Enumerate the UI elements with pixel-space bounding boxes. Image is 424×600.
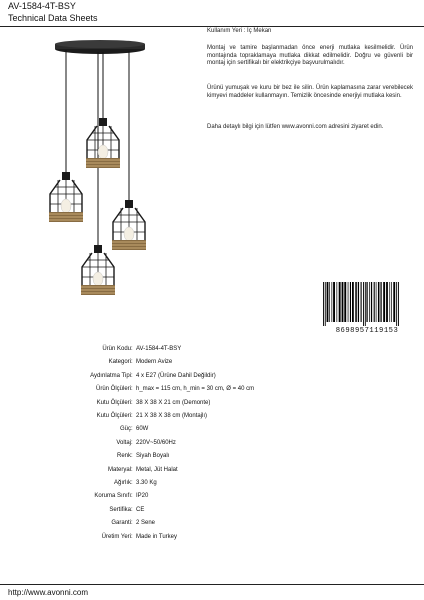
spec-label: Sertifika (109, 506, 131, 513)
spec-row (0, 438, 424, 449)
spec-row (0, 411, 424, 422)
spec-colon: : (131, 346, 133, 352)
spec-label: Üretim Yeri (101, 533, 131, 540)
spec-row (0, 398, 424, 409)
spec-row (0, 465, 424, 476)
spec-label: Renk (116, 453, 131, 460)
spec-value: 21 X 38 X 38 cm (Montajlı) (136, 413, 208, 419)
spec-label: Ürün Kodu (102, 346, 131, 352)
spec-value: Metal, Jüt Halat (136, 466, 178, 473)
spec-colon: : (131, 533, 133, 540)
spec-label: Ürün Ölçüleri (95, 386, 131, 393)
spec-value: 3.30 Kg (136, 480, 157, 486)
spec-label: Materyal (107, 466, 131, 473)
document-subtitle: Technical Data Sheets (8, 13, 98, 23)
spec-row (0, 491, 424, 502)
spec-value: Made in Turkey (136, 533, 178, 540)
bottom-divider (0, 584, 424, 585)
cleaning-text: Ürünü yumuşak ve kuru bir bez ile silin. Ürün kaplamasına zarar verebilecek kimyevi maddeler kullanmayın. Temizlik öncesinde enerjiyi mutlaka kesin. (207, 85, 413, 99)
spec-colon: : (131, 453, 133, 460)
spec-row (0, 478, 424, 489)
cleaning-paragraph (207, 85, 413, 100)
spec-value: h_max = 115 cm, h_min = 30 cm, Ø = 40 cm (136, 386, 255, 393)
spec-label: Ağırlık (113, 480, 131, 486)
spec-value: 60W (136, 426, 149, 433)
spec-row (0, 357, 424, 368)
spec-value: AV-1584-4T-BSY (136, 346, 182, 352)
spec-label: Koruma Sınıfı (94, 493, 131, 500)
footer-url: http://www.avonni.com (8, 588, 89, 597)
spec-row (0, 518, 424, 529)
spec-label: Aydınlatma Tipi (90, 372, 131, 379)
product-image (30, 40, 170, 305)
spec-row (0, 451, 424, 462)
spec-colon: : (131, 439, 133, 446)
spec-value: 4 x E27 (Ürüne Dahil Değildir) (136, 372, 216, 379)
spec-colon: : (131, 413, 133, 419)
barcode-number: 8698957119153 (335, 327, 399, 335)
spec-value: IP20 (136, 493, 149, 500)
spec-colon: : (131, 520, 133, 527)
spec-colon: : (131, 359, 133, 366)
spec-colon: : (131, 480, 133, 486)
spec-colon: : (131, 466, 133, 473)
spec-label: Güç (119, 426, 131, 433)
spec-row (0, 532, 424, 543)
more-info-text: Daha detaylı bilgi için lütfen www.avonni.com adresini ziyaret edin. (207, 124, 384, 130)
more-info-paragraph (207, 124, 413, 132)
spec-row (0, 344, 424, 355)
usage-location: Kullanım Yeri : İç Mekan (207, 28, 272, 34)
spec-colon: : (131, 399, 133, 406)
barcode-bars (322, 282, 412, 326)
spec-value: Siyah Boyalı (136, 453, 170, 460)
product-code-heading: AV-1584-4T-BSY (8, 1, 76, 11)
spec-value: 2 Sene (136, 520, 156, 527)
spec-label: Voltaj (116, 439, 131, 446)
barcode (321, 282, 413, 337)
spec-label: Kutu Ölçüleri (96, 413, 131, 419)
safety-paragraph (207, 45, 413, 68)
spec-label: Kategori (108, 359, 131, 366)
top-divider (0, 26, 424, 27)
spec-colon: : (131, 372, 133, 379)
spec-row (0, 384, 424, 395)
spec-row (0, 371, 424, 382)
spec-label: Kutu Ölçüleri (96, 399, 131, 406)
spec-value: 38 X 38 X 21 cm (Demonte) (136, 399, 211, 406)
spec-colon: : (131, 386, 133, 393)
safety-text: Montaj ve tamire başlanmadan önce enerji mutlaka kesilmelidir. Ürün montajında topraklamaya mutlaka dikkat edilmelidir. Doğru ve güvenli bir montaj için sertifikalı bir elektrikçiye başvurulmalıdır. (207, 45, 413, 67)
spec-row (0, 424, 424, 435)
spec-value: Modern Avize (136, 359, 173, 366)
spec-colon: : (131, 506, 133, 513)
spec-colon: : (131, 426, 133, 433)
spec-colon: : (131, 493, 133, 500)
spec-label: Garanti (111, 520, 131, 527)
spec-row (0, 505, 424, 516)
spec-value: 220V~50/60Hz (136, 439, 176, 446)
spec-value: CE (136, 506, 145, 513)
